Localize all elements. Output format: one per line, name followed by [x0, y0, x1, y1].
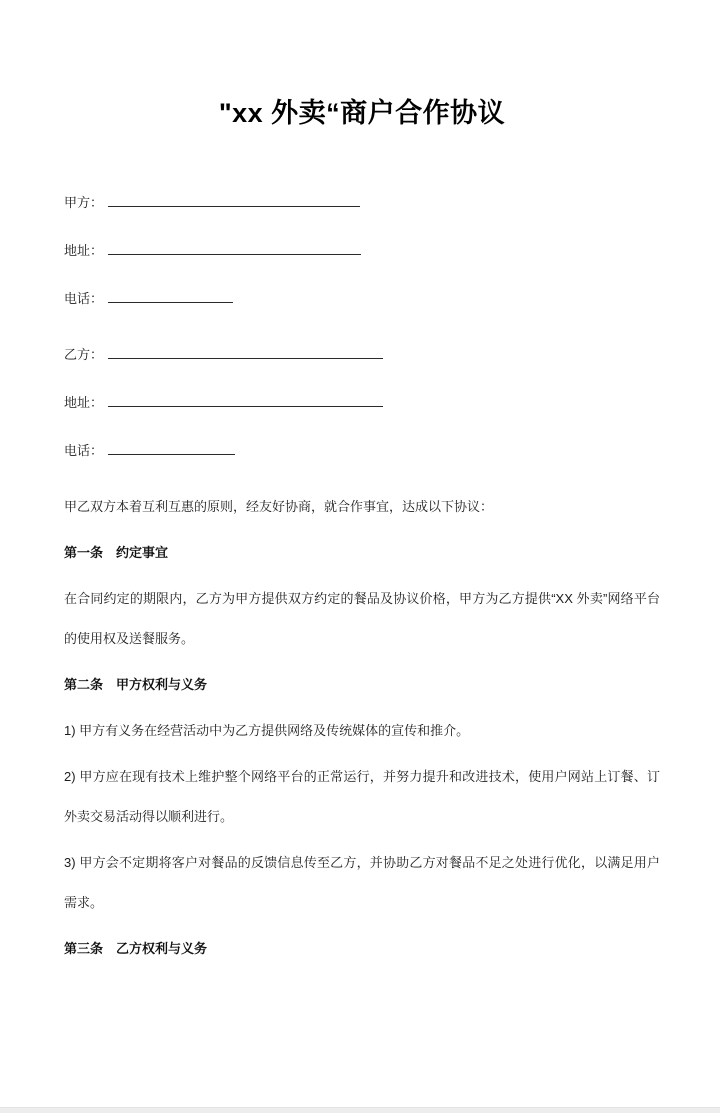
field-blank-address-a[interactable]	[108, 239, 361, 255]
field-row-address-a	[64, 239, 660, 259]
document-page	[0, 96, 720, 1113]
field-blank-address-b[interactable]	[108, 391, 383, 407]
field-label-party-a: 甲方：	[64, 195, 104, 210]
field-row-address-b	[64, 391, 660, 411]
party-fields	[64, 191, 660, 459]
field-blank-party-b[interactable]	[108, 343, 383, 359]
field-row-party-a	[64, 191, 660, 211]
document-body	[64, 487, 660, 969]
section-2-item-2: 2) 甲方应在现有技术上维护整个网络平台的正常运行，并努力提升和改进技术，使用户网站上订餐、订外卖交易活动得以顺利进行。	[64, 769, 660, 824]
field-blank-phone-b[interactable]	[108, 439, 235, 455]
page-bottom-edge	[0, 1107, 720, 1113]
field-label-address-b: 地址：	[64, 395, 104, 410]
field-label-phone-b: 电话：	[64, 443, 104, 458]
field-row-phone-b	[64, 439, 660, 459]
field-row-phone-a	[64, 287, 660, 307]
section-1-heading: 第一条 约定事宜	[64, 545, 169, 560]
field-label-party-b: 乙方：	[64, 347, 104, 362]
field-label-phone-a: 电话：	[64, 291, 104, 306]
field-row-party-b	[64, 343, 660, 363]
field-blank-phone-a[interactable]	[108, 287, 233, 303]
field-label-address-a: 地址：	[64, 243, 104, 258]
section-3-heading: 第三条 乙方权利与义务	[64, 941, 208, 956]
intro-paragraph: 甲乙双方本着互利互惠的原则，经友好协商，就合作事宜，达成以下协议：	[64, 499, 494, 514]
field-blank-party-a[interactable]	[108, 191, 360, 207]
section-1-paragraph: 在合同约定的期限内，乙方为甲方提供双方约定的餐品及协议价格，甲方为乙方提供“XX 外卖”网络平台的使用权及送餐服务。	[64, 591, 660, 646]
section-2-item-3: 3) 甲方会不定期将客户对餐品的反馈信息传至乙方，并协助乙方对餐品不足之处进行优化，以满足用户需求。	[64, 855, 660, 910]
document-title: "xx 外卖“商户合作协议	[218, 98, 506, 128]
section-2-item-1: 1) 甲方有义务在经营活动中为乙方提供网络及传统媒体的宣传和推介。	[64, 723, 470, 738]
section-2-heading: 第二条 甲方权利与义务	[64, 677, 208, 692]
